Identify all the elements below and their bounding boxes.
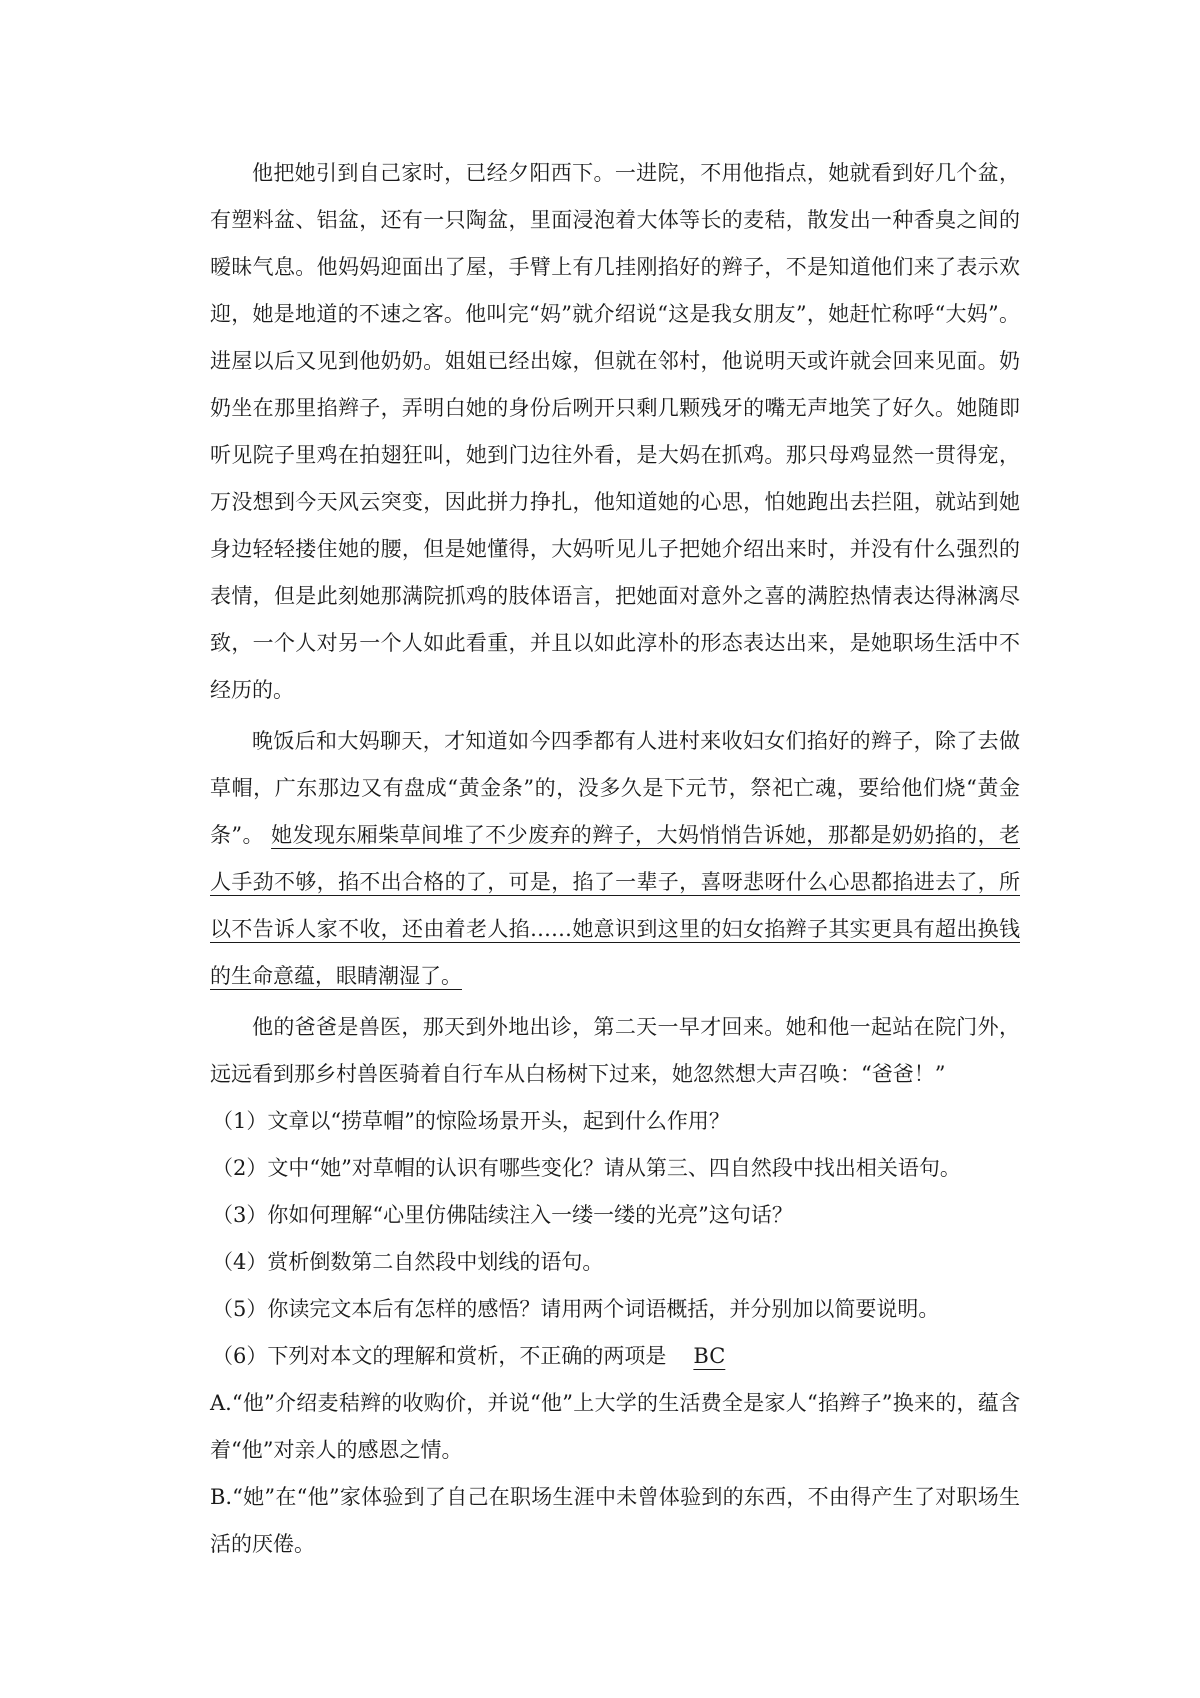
passage-paragraph-2 (210, 718, 1020, 1000)
underlined-sentence: 她发现东厢柴草间堆了不少废弃的辫子，大妈悄悄告诉她，那都是奶奶掐的，老人手劲不够，掐不出合格的了，可是，掐了一辈子，喜呀悲呀什么心思都掐进去了，所以不告诉人家不收，还由着老人掐……她意识到这里的妇女掐辫子其实更具有超出换钱的生命意蕴，眼睛潮湿了。 (210, 823, 1020, 988)
passage-paragraph-1: 他把她引到自己家时，已经夕阳西下。一进院，不用他指点，她就看到好几个盆，有塑料盆、铝盆，还有一只陶盆，里面浸泡着大体等长的麦秸，散发出一种香臭之间的暧昧气息。他妈妈迎面出了屋，手臂上有几挂刚掐好的辫子，不是知道他们来了表示欢迎，她是地道的不速之客。他叫完“妈”就介绍说“这是我女朋友”，她赶忙称呼“大妈”。进屋以后又见到他奶奶。姐姐已经出嫁，但就在邻村，他说明天或许就会回来见面。奶奶坐在那里掐辫子，弄明白她的身份后咧开只剩几颗残牙的嘴无声地笑了好久。她随即听见院子里鸡在拍翅狂叫，她到门边往外看，是大妈在抓鸡。那只母鸡显然一贯得宠，万没想到今天风云突变，因此拼力挣扎，他知道她的心思，怕她跑出去拦阻，就站到她身边轻轻搂住她的腰，但是她懂得，大妈听见儿子把她介绍出来时，并没有什么强烈的表情，但是此刻她那满院抓鸡的肢体语言，把她面对意外之喜的满腔热情表达得淋漓尽致，一个人对另一个人如此看重，并且以如此淳朴的形态表达出来，是她职场生活中不经历的。 (210, 161, 1020, 702)
document-page (210, 150, 1020, 1568)
option-b: B.“她”在“他”家体验到了自己在职场生涯中未曾体验到的东西，不由得产生了对职场生活的厌倦。 (210, 1485, 1020, 1556)
option-a: A.“他”介绍麦秸辫的收购价，并说“他”上大学的生活费全是家人“掐辫子”换来的，蕴含着“他”对亲人的感恩之情。 (210, 1391, 1020, 1462)
question-2: （2）文中“她”对草帽的认识有哪些变化？请从第三、四自然段中找出相关语句。 (212, 1156, 961, 1180)
question-3: （3）你如何理解“心里仿佛陆续注入一缕一缕的光亮”这句话？ (212, 1203, 793, 1227)
question-6 (210, 1333, 1020, 1380)
question-4: （4）赏析倒数第二自然段中划线的语句。 (212, 1250, 604, 1274)
question-1: （1）文章以“捞草帽”的惊险场景开头，起到什么作用？ (212, 1109, 730, 1133)
question-5: （5）你读完文本后有怎样的感悟？请用两个词语概括，并分别加以简要说明。 (212, 1297, 940, 1321)
answer-blank: BC (693, 1344, 726, 1368)
passage-paragraph-3: 他的爸爸是兽医，那天到外地出诊，第二天一早才回来。她和他一起站在院门外，远远看到那乡村兽医骑着自行车从白杨树下过来，她忽然想大声召唤：“爸爸！” (210, 1015, 1020, 1086)
question-6-text: （6）下列对本文的理解和赏析，不正确的两项是 (212, 1344, 667, 1368)
passage-paragraph-2-text: 晚饭后和大妈聊天，才知道如今四季都有人进村来收妇女们掐好的辫子，除了去做草帽，广东那边又有盘成“黄金条”的，没多久是下元节，祭祀亡魂，要给他们烧“黄金条”。 (210, 729, 1020, 847)
